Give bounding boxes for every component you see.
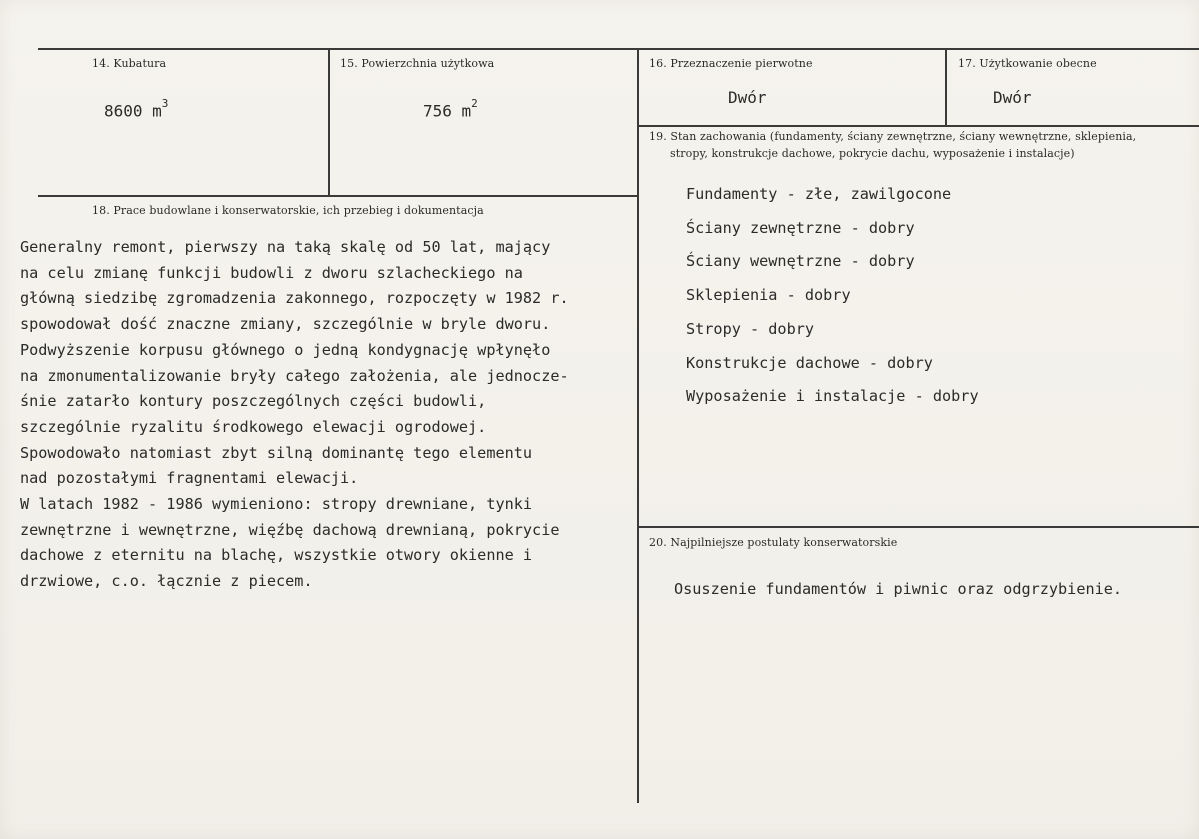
field-20-value: Osuszenie fundamentów i piwnic oraz odgrzybienie. (674, 580, 1123, 598)
field-15-value-text: 756 m (423, 101, 472, 121)
text-line: Podwyższenie korpusu głównego o jedną kondygnację wpłynęło (20, 340, 551, 359)
row1-bottom-rule-right (638, 125, 1199, 127)
condition-item: Fundamenty - złe, zawilgocone (686, 185, 952, 203)
text-line: drzwiowe, c.o. łącznie z piecem. (20, 572, 313, 591)
text-line: zewnętrzne i wewnętrzne, więźbę dachową drewnianą, pokrycie (20, 520, 560, 539)
text-line: na zmonumentalizowanie bryły całego założenia, ale jednocze- (20, 366, 569, 385)
field-14-value-text: 8600 m (104, 101, 162, 121)
text-line: Generalny remont, pierwszy na taką skalę od 50 lat, mający (20, 238, 551, 256)
divider-16-17 (945, 48, 947, 126)
field-15-unit-exponent: 2 (471, 97, 478, 110)
field-18-text (20, 235, 569, 595)
field-19-label-line2: stropy, konstrukcje dachowe, pokrycie dachu, wyposażenie i instalacje) (670, 147, 1075, 160)
field-17-label: 17. Użytkowanie obecne (958, 57, 1097, 70)
main-column-divider (637, 48, 639, 803)
condition-item: Sklepienia - dobry (686, 286, 851, 305)
field-20-label: 20. Najpilniejsze postulaty konserwatorskie (649, 536, 898, 549)
condition-item: Stropy - dobry (686, 319, 815, 338)
field-16-label: 16. Przeznaczenie pierwotne (649, 57, 813, 70)
field-17-value: Dwór (993, 88, 1032, 107)
text-line: nad pozostałymi fragnentami elewacji. (20, 469, 359, 488)
field-14-label: 14. Kubatura (92, 57, 167, 70)
divider-14-15 (328, 48, 330, 196)
field-18-label: 18. Prace budowlane i konserwatorskie, ich przebieg i dokumentacja (92, 204, 484, 217)
field-14-unit-exponent: 3 (161, 97, 169, 110)
top-rule (38, 48, 1199, 50)
field-16-value: Dwór (728, 88, 767, 107)
field-19-label-line1: 19. Stan zachowania (fundamenty, ściany zewnętrzne, ściany wewnętrzne, sklepienia, (649, 130, 1137, 143)
field-14-value (104, 97, 169, 121)
condition-item: Konstrukcje dachowe - dobry (686, 353, 933, 372)
text-line: W latach 1982 - 1986 wymieniono: stropy drewniane, tynki (20, 495, 533, 514)
text-line: szczególnie ryzalitu środkowego elewacji ogrodowej. (20, 417, 487, 436)
condition-item: Wyposażenie i instalacje - dobry (686, 387, 979, 406)
text-line: główną siedzibę zgromadzenia zakonnego, rozpoczęty w 1982 r. (20, 289, 569, 308)
section-19-20-rule (638, 526, 1199, 528)
field-15-value (423, 97, 478, 121)
field-15-label: 15. Powierzchnia użytkowa (340, 57, 495, 70)
field-19-condition-list (686, 178, 979, 414)
text-line: dachowe z eternitu na blachę, wszystkie otwory okienne i (20, 546, 533, 565)
text-line: śnie zatarło kontury poszczególnych części budowli, (20, 392, 487, 411)
text-line: Spowodowało natomiast zbyt silną dominantę tego elementu (20, 443, 533, 462)
text-line: spowodował dość znaczne zmiany, szczególnie w bryle dworu. (20, 315, 551, 334)
row1-bottom-rule-left (38, 195, 638, 197)
text-line: na celu zmianę funkcji budowli z dworu szlacheckiego na (20, 263, 523, 282)
condition-item: Ściany zewnętrzne - dobry (686, 218, 915, 237)
condition-item: Ściany wewnętrzne - dobry (686, 252, 915, 271)
